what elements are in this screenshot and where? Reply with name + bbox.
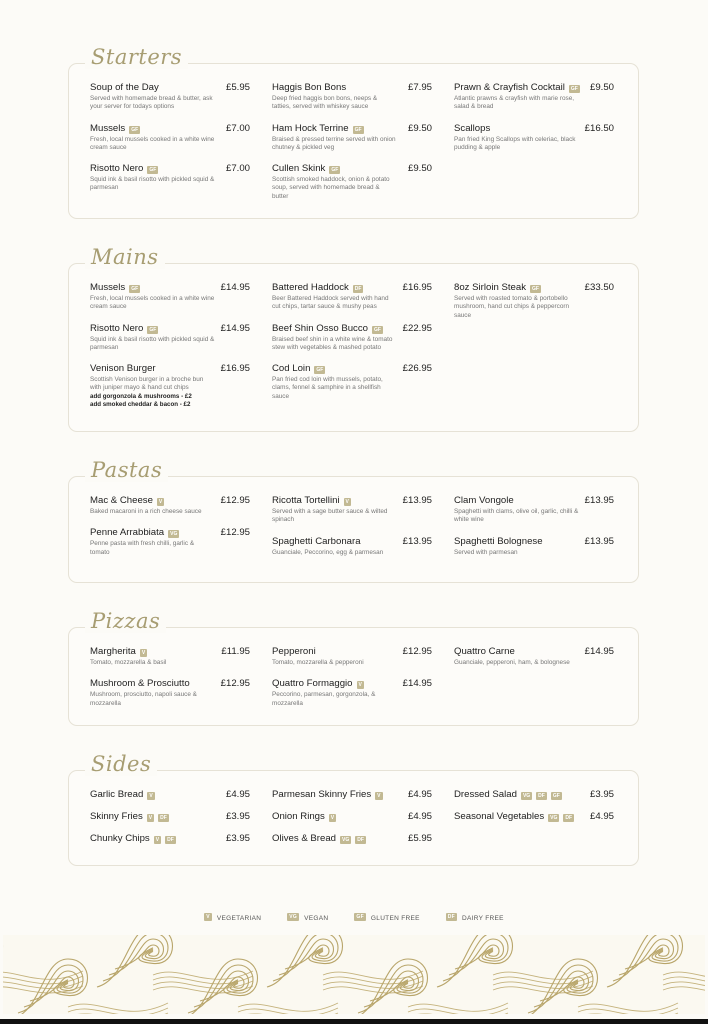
diet-badge-gf: GF (131, 286, 139, 292)
menu-item (272, 123, 454, 153)
item-name: Quattro Carne (454, 646, 515, 657)
item-name: Risotto Nero (90, 163, 144, 175)
diet-badge-gf: GF (570, 86, 578, 92)
item-price: £4.95 (407, 789, 432, 800)
item-price: £14.95 (584, 646, 614, 657)
item-name: 8oz Sirloin Steak (454, 282, 526, 293)
wave-line (493, 971, 593, 979)
diet-badge-v: V (358, 682, 362, 689)
item-description: Mushroom, prosciutto, napoli sauce & mozzarella (90, 691, 197, 707)
diet-badge-v: V (206, 914, 210, 920)
item-name: Quattro Formaggio (272, 678, 353, 690)
item-name: Penne Arrabbiata (90, 527, 165, 539)
menu-column (272, 495, 454, 568)
item-description: Atlantic prawns & crayfish with marie rose, salad & bread (454, 95, 575, 111)
item-name: Ricotta Tortellini (272, 495, 340, 506)
menu-item (454, 536, 638, 557)
item-description: Fresh, local mussels cooked in a white wine cream sauce (90, 295, 215, 311)
section-title: Mains (85, 245, 165, 269)
menu-column (454, 495, 638, 568)
item-description: Baked macaroni in a rich cheese sauce (90, 508, 202, 515)
item-name: Mac & Cheese (90, 495, 153, 506)
item-price: £3.95 (225, 833, 250, 844)
diet-badge-v: V (345, 499, 349, 505)
wave-swirl (279, 939, 334, 975)
menu-item (454, 282, 638, 320)
item-name: Spaghetti Carbonara (272, 535, 361, 547)
item-description: Served with homemade bread & butter, ask your server for todays options (90, 95, 213, 111)
wave-line (153, 971, 253, 979)
section-sides (68, 752, 639, 866)
item-price: £16.95 (220, 363, 250, 375)
item-name: Olives & Bread (272, 833, 336, 844)
item-description: Guanciale, Peccorino, egg & parmesan (272, 548, 384, 556)
item-name: Beef Shin Osso Bucco (272, 322, 368, 334)
item-description: Pan fried cod loin with mussels, potato, clams, fennel & samphire in a shellfish sauce (272, 376, 383, 400)
item-name: Prawn & Crayfish Cocktail (454, 82, 565, 93)
diet-badge-gf: GF (331, 167, 339, 174)
menu-item (90, 811, 272, 824)
item-name: Onion Rings (272, 811, 325, 822)
menu-item (90, 123, 272, 153)
item-name: Cod Loin (272, 363, 311, 375)
diet-badge-df: DF (565, 815, 573, 821)
section-pizzas (68, 609, 639, 726)
diet-badge-v: V (330, 815, 335, 821)
diet-badge-gf: GF (356, 914, 364, 920)
item-price: £26.95 (402, 363, 432, 375)
section-title: Sides (85, 752, 157, 776)
diet-badge-gf: GF (149, 167, 157, 174)
item-price: £4.95 (589, 811, 614, 822)
item-price: £7.95 (407, 82, 432, 93)
diet-badge-gf: GF (532, 286, 539, 292)
item-name: Mussels (90, 282, 126, 293)
menu-item (90, 82, 272, 112)
item-description: Penne pasta with fresh chilli, garlic & tomato (90, 540, 195, 556)
legend-label: DAIRY FREE (462, 915, 504, 922)
diet-badge-df: DF (357, 837, 364, 843)
diet-badge-gf: GF (316, 367, 324, 374)
menu-column (454, 282, 638, 420)
item-description: Squid ink & basil risotto with pickled squid & parmesan (90, 176, 215, 192)
menu-item (454, 82, 638, 112)
wave-line (238, 1003, 338, 1011)
menu-item (272, 363, 454, 401)
diet-badge-df: DF (167, 837, 174, 843)
menu-item (90, 833, 272, 846)
menu-item (272, 678, 454, 708)
wave-line (323, 971, 423, 979)
item-name: Venison Burger (90, 363, 156, 375)
item-name: Clam Vongole (454, 495, 514, 506)
item-description: Beer Battered Haddock served with hand cut chips, tartar sauce & mushy peas (272, 295, 389, 311)
menu-item (272, 789, 454, 802)
item-description: Braised beef shin in a white wine & tomato stew with vegetables & mashed potato (272, 335, 393, 351)
menu-item (272, 282, 454, 312)
item-price: £12.95 (220, 678, 250, 690)
item-name: Haggis Bon Bons (272, 82, 347, 93)
diet-badge-vg: VG (289, 914, 298, 920)
menu-item (90, 527, 272, 557)
diet-badge-df: DF (538, 793, 545, 799)
item-price: £9.50 (407, 122, 432, 134)
menu-item (90, 495, 272, 516)
menu-item (272, 536, 454, 557)
menu-item (454, 123, 638, 153)
menu-column (90, 82, 272, 212)
menu-item (454, 811, 638, 824)
menu-item (272, 833, 454, 846)
section-title: Pizzas (85, 609, 166, 633)
legend-label: VEGETARIAN (216, 915, 262, 922)
diet-badge-v: V (149, 793, 153, 799)
item-description: Guanciale, pepperoni, ham, & bolognese (454, 659, 570, 666)
bottom-bar (0, 1019, 708, 1024)
item-name: Seasonal Vegetables (454, 811, 545, 822)
wave-swirl (619, 939, 674, 975)
item-name: Soup of the Day (90, 82, 159, 93)
item-description: Spaghetti with clams, olive oil, garlic, chilli & white wine (454, 508, 579, 524)
menu-item (90, 282, 272, 312)
item-name: Risotto Nero (90, 322, 144, 334)
wave-swirl (449, 939, 504, 975)
item-price: £12.95 (220, 527, 250, 539)
menu-item (272, 495, 454, 525)
item-price: £13.95 (584, 495, 614, 506)
item-name: Spaghetti Bolognese (454, 535, 543, 547)
menu-column (90, 495, 272, 568)
item-description: Tomato, mozzarella & pepperoni (272, 659, 364, 666)
menu-item (272, 646, 454, 667)
diet-badge-gf: GF (131, 126, 139, 133)
menu-column (90, 282, 272, 420)
item-name: Chunky Chips (90, 833, 150, 844)
menu-column (90, 646, 272, 719)
item-description: Tomato, mozzarella & basil (90, 659, 167, 666)
section-title: Starters (85, 45, 188, 69)
item-name: Skinny Fries (90, 811, 143, 822)
menu-item (454, 646, 638, 667)
menu-column (272, 82, 454, 212)
diet-badge-df: DF (354, 286, 362, 292)
diet-badge-vg: VG (522, 793, 531, 799)
legend-item (446, 913, 504, 922)
section-starters (68, 45, 639, 219)
menu-item (272, 323, 454, 353)
menu-item (90, 789, 272, 802)
item-description: Pan fried King Scallops with celeriac, black pudding & apple (454, 135, 576, 151)
menu-column (272, 282, 454, 420)
menu-item (90, 163, 272, 193)
item-addon: add gorgonzola & mushrooms - £2 (90, 392, 192, 400)
diet-badge-v: V (148, 815, 153, 821)
wave-line (408, 1003, 508, 1011)
item-description: Served with parmesan (454, 548, 518, 556)
item-price: £12.95 (402, 646, 432, 657)
menu-column (272, 646, 454, 719)
menu-item (454, 495, 638, 525)
legend-label: GLUTEN FREE (370, 915, 420, 922)
item-name: Pepperoni (272, 646, 316, 657)
section-mains (68, 245, 639, 432)
item-price: £7.00 (225, 122, 250, 134)
item-description: Deep fried haggis bon bons, neeps & tatties, served with whiskey sauce (272, 95, 378, 111)
diet-badge-v: V (155, 837, 160, 843)
section-pastas (68, 458, 639, 583)
menu-column (90, 789, 272, 855)
dietary-legend (0, 913, 708, 922)
item-name: Battered Haddock (272, 282, 349, 293)
item-price: £16.50 (584, 122, 614, 134)
wave-line (663, 986, 705, 993)
item-price: £9.50 (407, 163, 432, 175)
diet-badge-vg: VG (170, 531, 178, 538)
legend-item (204, 913, 261, 922)
menu-item (454, 789, 638, 802)
menu-column (272, 789, 454, 855)
legend-item (287, 913, 328, 922)
menu-item (90, 363, 272, 409)
item-description: Served with roasted tomato & portobello mushroom, hand cut chips & peppercorn sauce (454, 295, 570, 319)
item-name: Garlic Bread (90, 789, 144, 800)
wave-line (578, 1003, 678, 1011)
item-description: Scottish Venison burger in a broche bun with juniper mayo & hand cut chips (90, 376, 204, 392)
item-price: £4.95 (225, 789, 250, 800)
item-price: £13.95 (584, 535, 614, 547)
item-price: £22.95 (402, 322, 432, 334)
menu-item (272, 82, 454, 112)
diet-badge-gf: GF (354, 126, 362, 133)
item-price: £5.95 (225, 82, 250, 93)
section-title: Pastas (85, 458, 168, 482)
diet-badge-v: V (158, 499, 163, 505)
wave-pattern-graphic (3, 935, 705, 1014)
menu-item (90, 323, 272, 353)
item-price: £9.50 (589, 82, 614, 93)
item-price: £3.95 (225, 811, 250, 822)
item-price: £14.95 (402, 678, 432, 690)
menu-column (454, 789, 638, 855)
legend-item (354, 913, 419, 922)
item-price: £13.95 (402, 495, 432, 506)
item-price: £5.95 (407, 833, 432, 844)
menu-item (90, 646, 272, 667)
item-description: Fresh, local mussels cooked in a white wine cream sauce (90, 135, 215, 151)
item-price: £7.00 (225, 163, 250, 175)
item-price: £16.95 (402, 282, 432, 293)
item-description: Scottish smoked haddock, onion & potato soup, served with homemade bread & butter (272, 176, 390, 200)
item-price: £14.95 (220, 322, 250, 334)
item-price: £3.95 (589, 789, 614, 800)
wave-line (68, 1003, 168, 1011)
wave-swirl (109, 939, 164, 975)
item-name: Scallops (454, 122, 491, 134)
diet-badge-vg: VG (550, 815, 558, 821)
item-name: Mussels (90, 122, 126, 134)
menu-column (454, 82, 638, 212)
item-name: Margherita (90, 646, 136, 657)
item-name: Mushroom & Prosciutto (90, 678, 190, 690)
item-price: £11.95 (221, 646, 250, 657)
menu-item (272, 163, 454, 201)
wave-pattern-footer (3, 935, 705, 1014)
item-name: Ham Hock Terrine (272, 122, 349, 134)
diet-badge-v: V (377, 793, 381, 799)
diet-badge-gf: GF (552, 793, 560, 799)
item-price: £13.95 (402, 535, 432, 547)
menu-item (272, 811, 454, 824)
item-price: £14.95 (220, 282, 250, 293)
diet-badge-vg: VG (342, 837, 350, 843)
menu-column (454, 646, 638, 719)
item-price: £12.95 (220, 495, 250, 506)
item-description: Served with a sage butter sauce & wilted spinach (272, 508, 388, 524)
diet-badge-gf: GF (149, 326, 157, 333)
item-price: £33.50 (584, 282, 614, 293)
item-name: Dressed Salad (454, 789, 517, 800)
diet-badge-v: V (141, 650, 146, 656)
item-addon: add smoked cheddar & bacon - £2 (90, 401, 191, 409)
diet-badge-gf: GF (374, 326, 381, 333)
item-description: Peccorino, parmesan, gorgonzola, & mozzarella (272, 691, 376, 707)
diet-badge-df: DF (160, 815, 167, 821)
menu-item (90, 678, 272, 708)
item-name: Cullen Skink (272, 163, 326, 175)
item-price: £4.95 (407, 811, 432, 822)
item-name: Parmesan Skinny Fries (272, 789, 372, 800)
item-description: Braised & pressed terrine served with onion chutney & pickled veg (272, 135, 396, 151)
legend-label: VEGAN (304, 915, 329, 922)
diet-badge-df: DF (447, 914, 455, 920)
item-description: Squid ink & basil risotto with pickled squid & parmesan (90, 335, 215, 351)
